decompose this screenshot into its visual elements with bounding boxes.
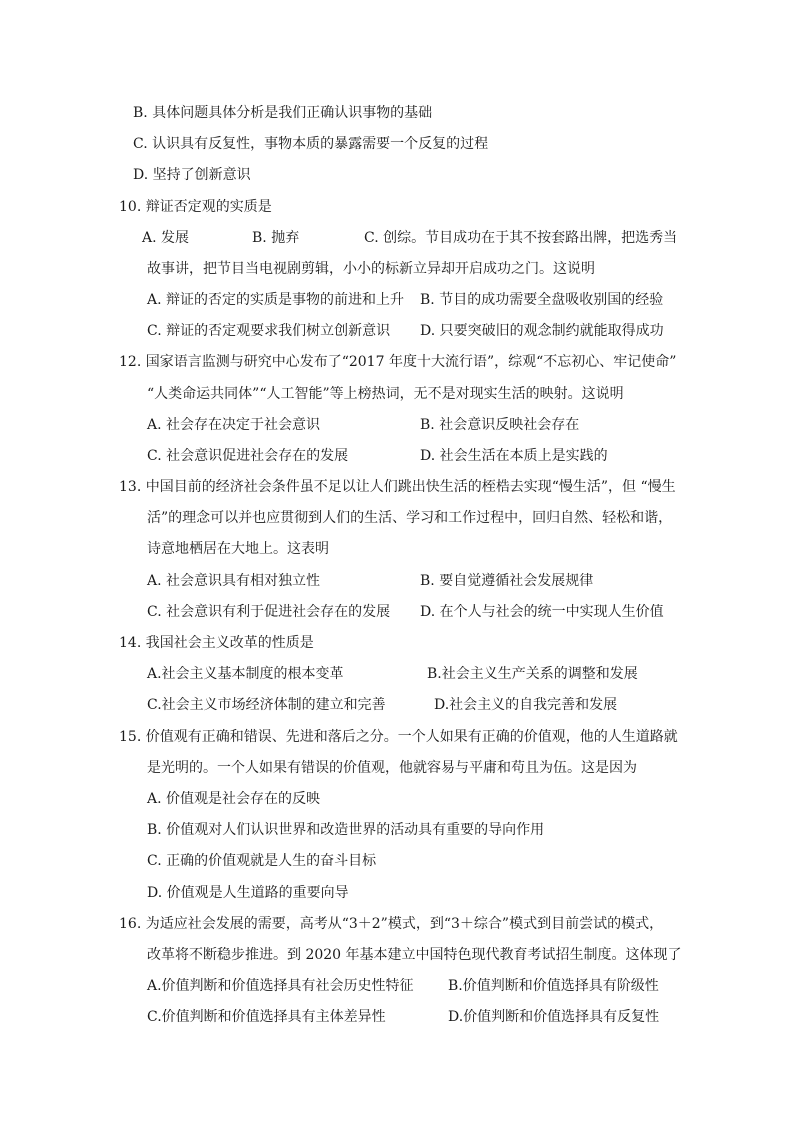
q12-option-c: C. 社会意识促进社会存在的发展: [147, 448, 349, 464]
q16-option-a: A.价值判断和价值选择具有社会历史性特征: [147, 978, 414, 994]
q9-option-b: B. 具体问题具体分析是我们正确认识事物的基础: [133, 105, 433, 121]
q11-option-b: B. 节目的成功需要全盘吸收别国的经验: [420, 292, 664, 308]
q9-option-d: D. 坚持了创新意识: [133, 167, 251, 183]
q13-stem-line2: 活”的理念可以并也应贯彻到人们的生活、学习和工作过程中，回归自然、轻松和谐，: [147, 510, 673, 526]
q16-option-c: C.价值判断和价值选择具有主体差异性: [147, 1009, 386, 1025]
q9-option-c: C. 认识具有反复性，事物本质的暴露需要一个反复的过程: [133, 136, 489, 152]
q10-stem: 10. 辩证否定观的实质是: [119, 199, 272, 215]
q12-stem-line2: “人类命运共同体”“人工智能”等上榜热词，无不是对现实生活的映射。这说明: [147, 386, 624, 402]
q15-option-b: B. 价值观对人们认识世界和改造世界的活动具有重要的导向作用: [147, 822, 545, 838]
q13-stem-line3: 诗意地栖居在大地上。这表明: [147, 541, 329, 557]
q11-option-d: D. 只要突破旧的观念制约就能取得成功: [420, 323, 664, 339]
q11-option-c: C. 辩证的否定观要求我们树立创新意识: [147, 323, 391, 339]
q13-option-a: A. 社会意识具有相对独立性: [147, 573, 321, 589]
q14-option-c: C.社会主义市场经济体制的建立和完善: [147, 697, 386, 713]
q14-option-b: B.社会主义生产关系的调整和发展: [427, 666, 638, 682]
q14-option-a: A.社会主义基本制度的根本变革: [147, 666, 344, 682]
q14-stem: 14. 我国社会主义改革的性质是: [119, 635, 314, 651]
q10-option-a: A. 发展: [142, 230, 190, 246]
q16-option-b: B.价值判断和价值选择具有阶级性: [448, 978, 659, 994]
q10-option-b: B. 抛弃: [252, 230, 300, 246]
q11-stem-line2: 故事讲，把节目当电视剧剪辑，小小的标新立异却开启成功之门。这说明: [147, 261, 595, 277]
q15-stem-line1: 15. 价值观有正确和错误、先进和落后之分。一个人如果有正确的价值观，他的人生道路就: [119, 729, 678, 745]
q16-option-d: D.价值判断和价值选择具有反复性: [448, 1009, 660, 1025]
q10-option-c: C. 创综。节目成功在于其不按套路出牌，把选秀当: [364, 230, 678, 246]
q13-option-b: B. 要自觉遵循社会发展规律: [420, 573, 594, 589]
q15-option-a: A. 价值观是社会存在的反映: [147, 791, 321, 807]
q11-option-a: A. 辩证的否定的实质是事物的前进和上升: [147, 292, 405, 308]
q16-stem-line1: 16. 为适应社会发展的需要，高考从“3＋2”模式，到“3＋综合”模式到目前尝试的模式，: [119, 916, 664, 932]
q13-option-d: D. 在个人与社会的统一中实现人生价值: [420, 604, 664, 620]
q14-option-d: D.社会主义的自我完善和发展: [434, 697, 618, 713]
q12-stem-line1: 12. 国家语言监测与研究中心发布了“2017 年度十大流行语”，综观“不忘初心、牢记使命”: [119, 354, 677, 370]
q16-stem-line2: 改革将不断稳步推进。到 2020 年基本建立中国特色现代教育考试招生制度。这体现了: [147, 947, 682, 963]
q12-option-d: D. 社会生活在本质上是实践的: [420, 448, 608, 464]
q12-option-a: A. 社会存在决定于社会意识: [147, 417, 321, 433]
q12-option-b: B. 社会意识反映社会存在: [420, 417, 580, 433]
q15-stem-line2: 是光明的。一个人如果有错误的价值观，他就容易与平庸和苟且为伍。这是因为: [147, 760, 637, 776]
q13-option-c: C. 社会意识有利于促进社会存在的发展: [147, 604, 391, 620]
q15-option-c: C. 正确的价值观就是人生的奋斗目标: [147, 853, 377, 869]
q13-stem-line1: 13. 中国目前的经济社会条件虽不足以让人们跳出快生活的桎梏去实现“慢生活”，但 “慢生: [119, 479, 676, 495]
q15-option-d: D. 价值观是人生道路的重要向导: [147, 885, 349, 901]
